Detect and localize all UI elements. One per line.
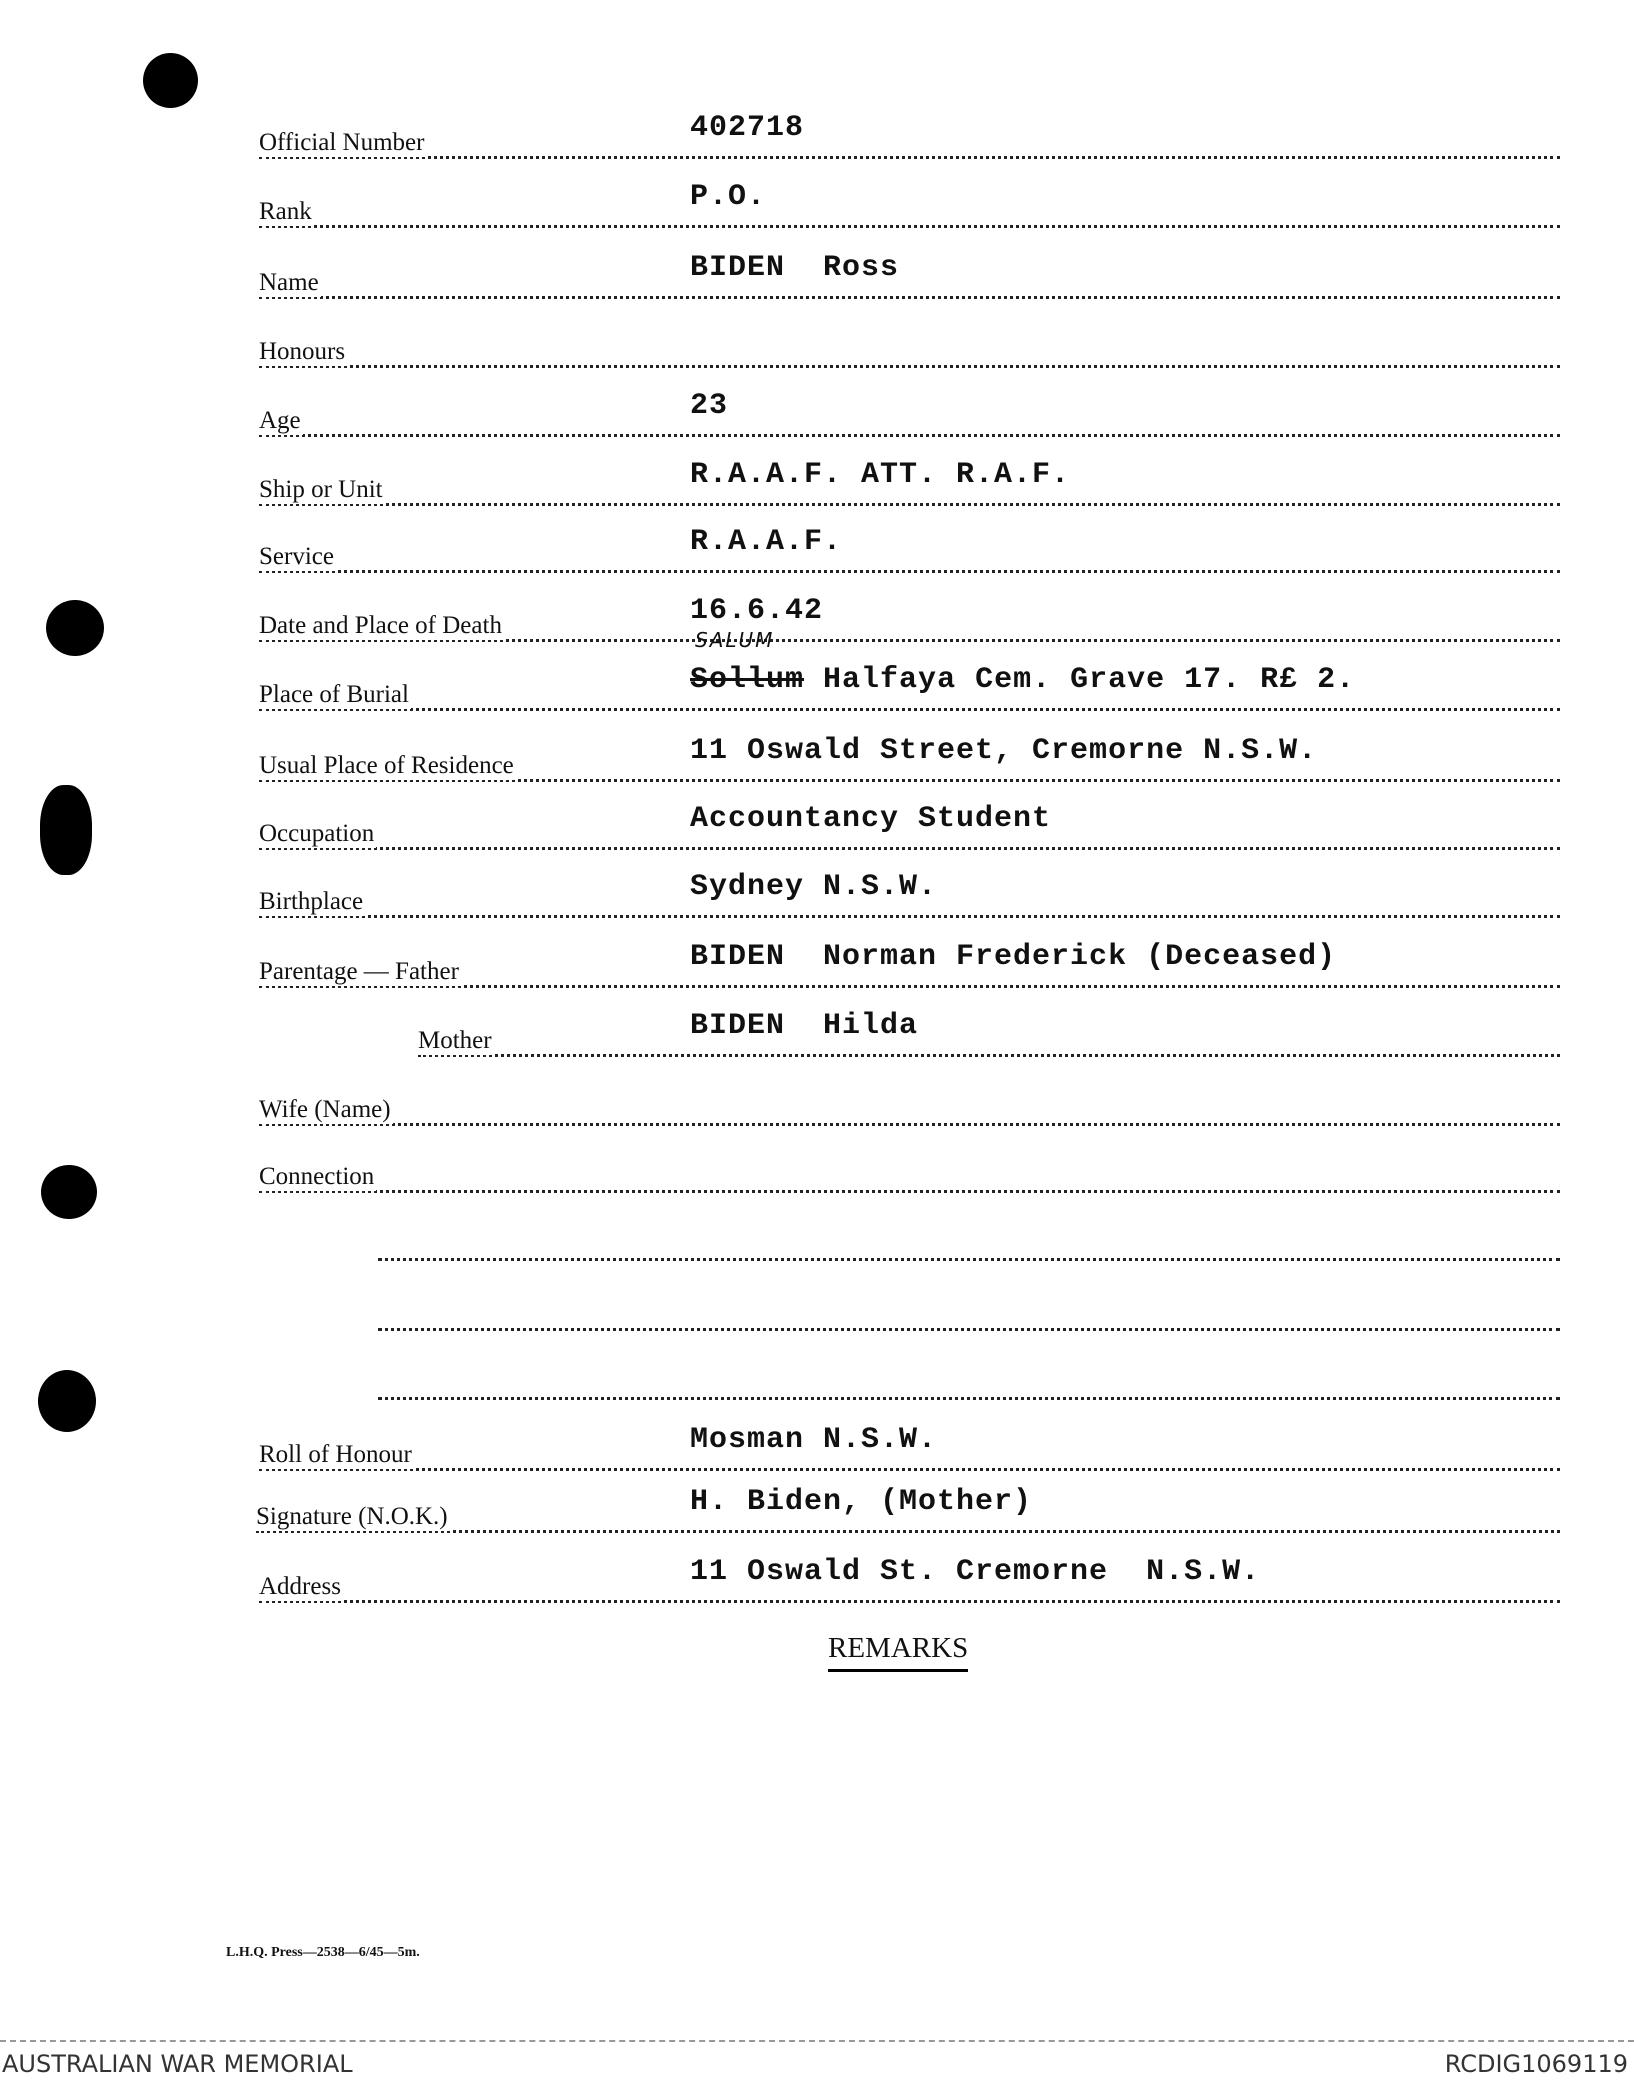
field-label: Usual Place of Residence [259,752,514,779]
dotted-line [259,1190,1560,1193]
field-value [690,458,1070,492]
dotted-line [259,156,1560,159]
field-value [690,1423,937,1457]
field-label: Mother [418,1027,492,1054]
field-value [690,734,1317,768]
value-text: Accountancy Student [690,802,1052,836]
dotted-line [259,503,1560,506]
dotted-line [259,1123,1560,1126]
field-value [690,870,937,904]
bottom-rule [0,2040,1634,2042]
field-label: Signature (N.O.K.) [256,1503,448,1530]
field-value [690,940,1336,974]
field-label: Date and Place of Death [259,612,502,639]
dotted-line [259,708,1560,711]
field-value [690,1555,1260,1589]
dotted-line [378,1258,1560,1261]
value-text: P.O. [690,180,767,214]
punch-hole [38,1370,96,1432]
dotted-line [259,915,1560,918]
field-value [690,525,842,559]
value-text: BIDEN Hilda [690,1009,919,1043]
handwritten-correction: SALUM [695,628,775,652]
dotted-line [418,1054,1560,1057]
print-code: L.H.Q. Press—2538—6/45—5m. [226,1945,420,1960]
value-text: Mosman N.S.W. [690,1423,938,1457]
field-value [690,594,823,628]
punch-hole [143,53,198,108]
dotted-line [259,847,1560,850]
field-value [690,111,804,145]
value-text: 16.6.42 [690,594,824,628]
field-label: Address [259,1573,341,1600]
dotted-line [259,365,1560,368]
field-label: Occupation [259,820,375,847]
punch-hole [41,1165,97,1219]
punch-hole [46,600,104,656]
dotted-line [259,1468,1560,1471]
value-text: Halfaya Cem. Grave 17. R£ 2. [823,663,1356,697]
dotted-line [259,1600,1560,1603]
field-label: Ship or Unit [259,476,383,503]
field-label: Birthplace [259,888,364,915]
field-value [690,802,1051,836]
field-value [690,251,899,285]
value-text: 11 Oswald St. Cremorne N.S.W. [690,1555,1261,1589]
value-text: 402718 [690,111,805,145]
remarks-heading: REMARKS [828,1632,968,1672]
field-value [690,1009,918,1043]
field-label: Service [259,543,334,570]
punch-hole [40,785,92,875]
dotted-line [259,570,1560,573]
field-value [690,663,1355,697]
dotted-line [259,225,1560,228]
value-text: H. Biden, (Mother) [690,1485,1033,1519]
field-value [690,180,766,214]
value-text: 23 [690,389,729,423]
field-label: Connection [259,1163,375,1190]
dotted-line [256,1530,1560,1533]
struck-text: Sollum [690,663,805,697]
value-text: BIDEN Ross [690,251,900,285]
field-label: Name [259,269,319,296]
dotted-line [259,296,1560,299]
field-label: Rank [259,198,312,225]
value-text: 11 Oswald Street, Cremorne N.S.W. [690,734,1318,768]
field-label: Honours [259,338,346,365]
value-text: R.A.A.F. [690,525,843,559]
footer-institution: AUSTRALIAN WAR MEMORIAL [2,2050,353,2078]
value-text: Sydney N.S.W. [690,870,938,904]
footer-id: RCDIG1069119 [1444,2050,1628,2078]
field-label: Place of Burial [259,681,409,708]
field-value [690,389,728,423]
value-text: BIDEN Norman Frederick (Deceased) [690,940,1337,974]
field-label: Parentage — Father [259,958,459,985]
value-text: R.A.A.F. ATT. R.A.F. [690,458,1071,492]
field-label: Wife (Name) [259,1096,391,1123]
field-label: Roll of Honour [259,1441,412,1468]
field-label: Official Number [259,129,425,156]
dotted-line [378,1397,1560,1400]
field-value [690,1485,1032,1519]
dotted-line [259,434,1560,437]
field-label: Age [259,407,301,434]
dotted-line [378,1328,1560,1331]
